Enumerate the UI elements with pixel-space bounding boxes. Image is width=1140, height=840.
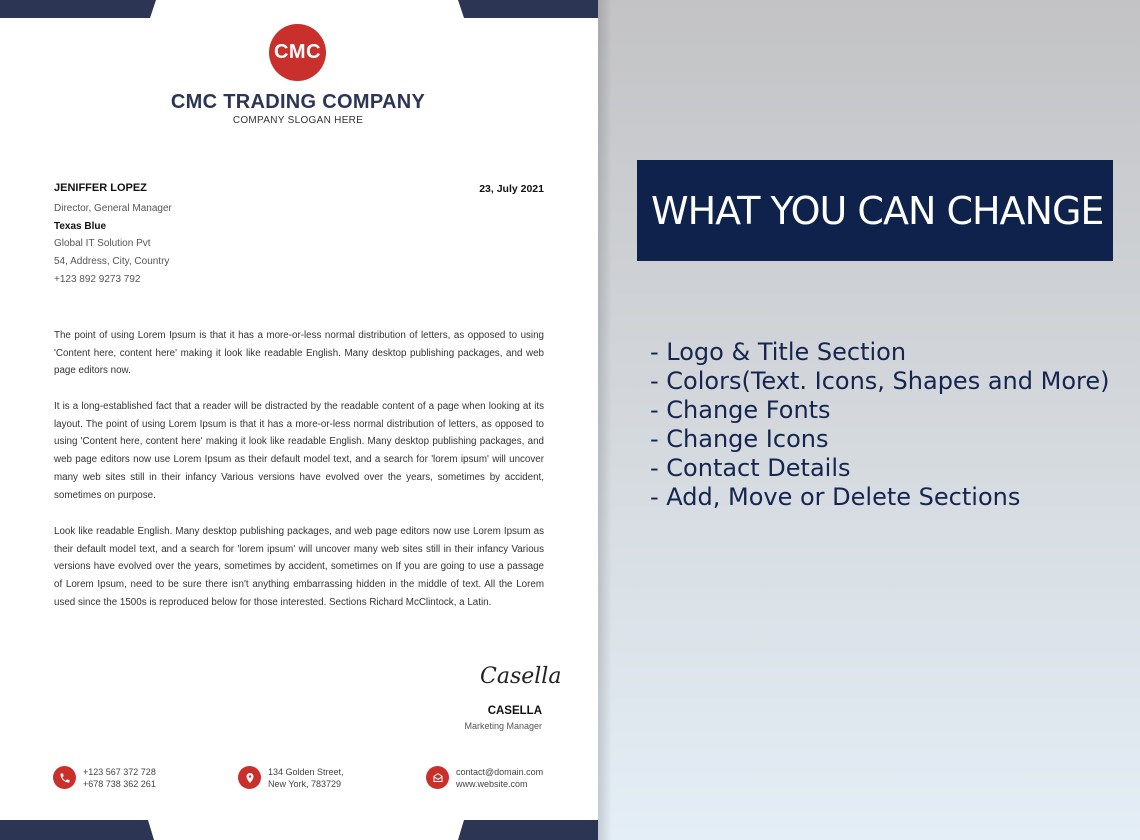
sender-organization: Global IT Solution Pvt — [54, 238, 151, 249]
company-slogan: COMPANY SLOGAN HERE — [232, 115, 364, 126]
contact-address-line1: 134 Golden Street, — [268, 767, 344, 777]
contact-phone — [53, 766, 156, 790]
sender-phone: +123 892 9273 792 — [54, 274, 141, 285]
sender-company: Texas Blue — [54, 221, 107, 232]
body-paragraph: It is a long-established fact that a reader will be distracted by the readable content of a page when looking at its layout. The point of using Lorem Ipsum is that it has a more-or-less normal distribution of letters, as opposed to using 'Content here, content here' making it look like readable English. Many desktop publishing packages, and web page editors now use Lorem Ipsum as their default model text, and a search for 'lorem ipsum' will uncover many web sites still in their infancy Various versions have evolved over the years, sometimes by accident, sometimes on purpose. — [54, 401, 544, 501]
contact-phone-line2: +678 738 362 261 — [83, 778, 156, 789]
feature-list — [650, 338, 1109, 512]
logo-text: CMC — [273, 41, 322, 63]
letter-date: 23, July 2021 — [479, 183, 544, 195]
contact-email-text: contact@domain.com — [456, 767, 544, 777]
signer-name: CASELLA — [487, 705, 542, 717]
feature-item: - Change Fonts — [650, 396, 831, 424]
email-icon — [426, 766, 449, 789]
sender-title: Director, General Manager — [54, 203, 172, 214]
info-panel — [598, 0, 1140, 840]
panel-shadow — [598, 0, 612, 840]
contact-address — [238, 766, 344, 790]
feature-item: - Contact Details — [650, 454, 851, 482]
heading-banner — [637, 160, 1113, 261]
feature-item: - Logo & Title Section — [650, 338, 907, 366]
feature-item: - Change Icons — [650, 425, 829, 453]
signer-title: Marketing Manager — [464, 721, 542, 731]
panel-heading: WHAT YOU CAN CHANGE — [651, 188, 1104, 233]
handwritten-signature: Casella — [480, 664, 562, 689]
company-name: CMC TRADING COMPANY — [170, 91, 426, 113]
sender-address: 54, Address, City, Country — [54, 256, 170, 267]
contact-website-text: www.website.com — [456, 778, 528, 789]
feature-item: - Add, Move or Delete Sections — [650, 483, 1021, 511]
sender-name: JENIFFER LOPEZ — [54, 182, 147, 194]
contact-web — [426, 766, 543, 790]
body-paragraph: Look like readable English. Many desktop publishing packages, and web page editors now use Lorem Ipsum as their default model text, and a search for 'lorem ipsum' will uncover many web sites still in their infancy Various versions have evolved over the years, sometimes by accident, sometimes on If you are going to use a passage of Lorem Ipsum, need to be sure there isn't anything embarrassing hidden in the middle of text. All the Lorem used since the 1500s is reproduced below for those interested. Sections Richard McClintock, a Latin. — [54, 526, 544, 608]
body-paragraph: The point of using Lorem Ipsum is that it has a more-or-less normal distribution of letters, as opposed to using 'Content here, content here' making it look like readable English. Many desktop publishing packages, and web page editors now. — [54, 330, 544, 377]
company-logo — [269, 24, 326, 81]
feature-item: - Colors(Text. Icons, Shapes and More) — [650, 367, 1110, 395]
map-pin-icon — [238, 766, 261, 789]
phone-icon — [53, 766, 76, 789]
contact-address-line2: New York, 783729 — [268, 778, 342, 789]
contact-phone-line1: +123 567 372 728 — [83, 767, 156, 777]
